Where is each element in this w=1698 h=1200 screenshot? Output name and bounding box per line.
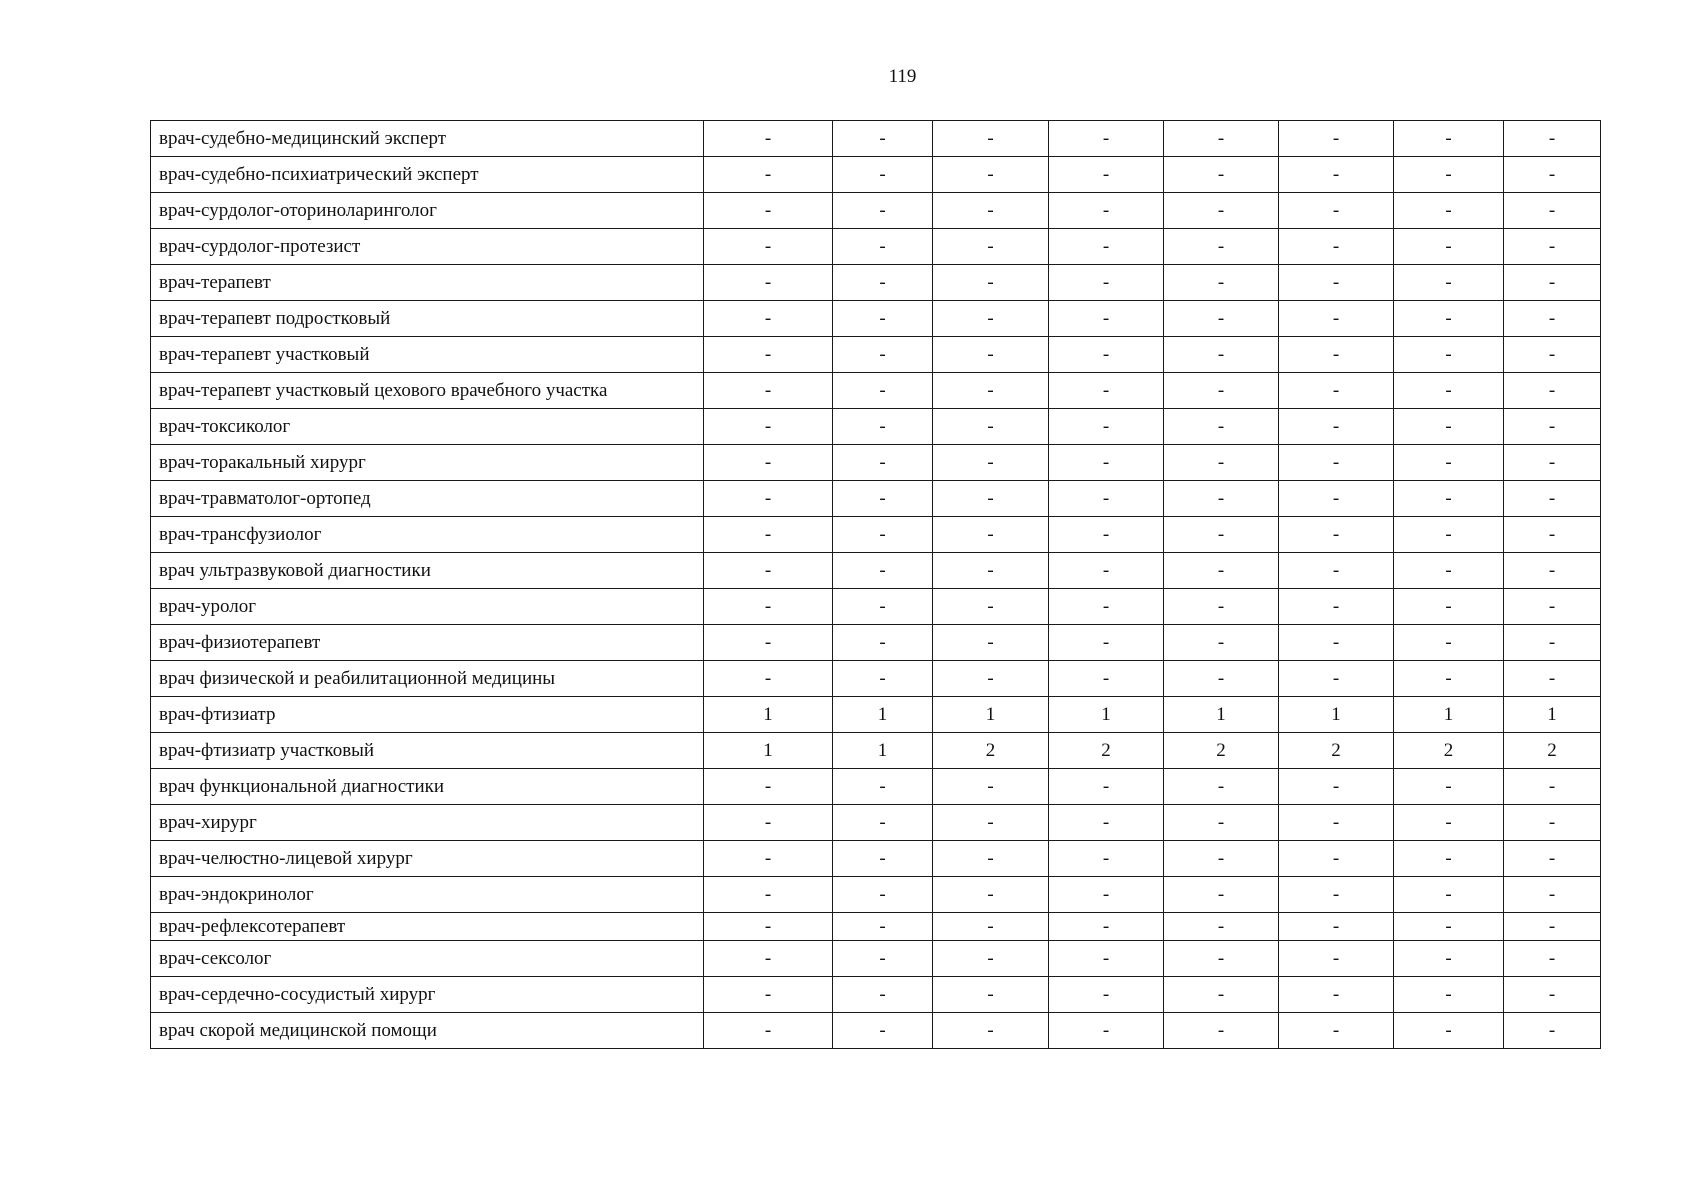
table-row (151, 301, 1601, 337)
value-cell: - (1164, 625, 1279, 661)
value-cell: - (704, 841, 833, 877)
table-row (151, 733, 1601, 769)
value-cell: 2 (1504, 733, 1601, 769)
value-cell: - (704, 913, 833, 941)
value-cell: - (1394, 1013, 1504, 1049)
value-cell: - (1279, 625, 1394, 661)
value-cell: - (1394, 337, 1504, 373)
table-row (151, 445, 1601, 481)
value-cell: - (933, 1013, 1049, 1049)
position-name-cell: врач-судебно-медицинский эксперт (151, 121, 704, 157)
value-cell: - (833, 769, 933, 805)
value-cell: - (1164, 373, 1279, 409)
value-cell: - (1504, 589, 1601, 625)
position-name-cell: врач-фтизиатр участковый (151, 733, 704, 769)
position-name-cell: врач-трансфузиолог (151, 517, 704, 553)
table-row (151, 1013, 1601, 1049)
table-row (151, 337, 1601, 373)
value-cell: - (1394, 373, 1504, 409)
value-cell: - (833, 157, 933, 193)
value-cell: - (704, 445, 833, 481)
value-cell: - (933, 769, 1049, 805)
value-cell: - (1394, 445, 1504, 481)
value-cell: - (1394, 157, 1504, 193)
value-cell: - (833, 625, 933, 661)
value-cell: - (1394, 265, 1504, 301)
position-name-cell: врач-фтизиатр (151, 697, 704, 733)
table-row (151, 841, 1601, 877)
value-cell: - (833, 409, 933, 445)
value-cell: - (1049, 265, 1164, 301)
value-cell: - (833, 445, 933, 481)
value-cell: - (1504, 841, 1601, 877)
value-cell: - (1164, 337, 1279, 373)
value-cell: 1 (1164, 697, 1279, 733)
table-row (151, 373, 1601, 409)
position-name-cell: врач-уролог (151, 589, 704, 625)
value-cell: - (704, 481, 833, 517)
table-row (151, 409, 1601, 445)
value-cell: - (704, 877, 833, 913)
position-name-cell: врач ультразвуковой диагностики (151, 553, 704, 589)
value-cell: - (833, 877, 933, 913)
value-cell: - (1279, 913, 1394, 941)
value-cell: - (833, 805, 933, 841)
value-cell: - (1279, 265, 1394, 301)
value-cell: - (1279, 517, 1394, 553)
value-cell: - (1504, 517, 1601, 553)
value-cell: - (1049, 977, 1164, 1013)
value-cell: - (1049, 1013, 1164, 1049)
value-cell: - (1164, 445, 1279, 481)
position-name-cell: врач-терапевт (151, 265, 704, 301)
value-cell: - (1394, 193, 1504, 229)
table-row (151, 769, 1601, 805)
value-cell: - (1164, 841, 1279, 877)
value-cell: - (1394, 229, 1504, 265)
value-cell: - (1049, 409, 1164, 445)
value-cell: - (1279, 877, 1394, 913)
value-cell: - (1504, 977, 1601, 1013)
table-body (151, 121, 1601, 1049)
value-cell: - (1394, 769, 1504, 805)
position-name-cell: врач-сурдолог-протезист (151, 229, 704, 265)
value-cell: - (933, 625, 1049, 661)
value-cell: - (833, 941, 933, 977)
value-cell: - (1394, 805, 1504, 841)
value-cell: 1 (704, 697, 833, 733)
value-cell: - (1049, 941, 1164, 977)
value-cell: - (1164, 121, 1279, 157)
value-cell: 1 (833, 733, 933, 769)
value-cell: - (833, 193, 933, 229)
value-cell: - (933, 445, 1049, 481)
value-cell: - (1049, 121, 1164, 157)
value-cell: - (1504, 1013, 1601, 1049)
value-cell: - (1504, 157, 1601, 193)
position-name-cell: врач-токсиколог (151, 409, 704, 445)
value-cell: - (1504, 409, 1601, 445)
position-name-cell: врач-сексолог (151, 941, 704, 977)
value-cell: - (833, 589, 933, 625)
value-cell: - (1279, 337, 1394, 373)
value-cell: - (1504, 661, 1601, 697)
value-cell: - (1049, 553, 1164, 589)
value-cell: - (1394, 481, 1504, 517)
position-name-cell: врач-терапевт подростковый (151, 301, 704, 337)
value-cell: - (704, 977, 833, 1013)
value-cell: - (1164, 661, 1279, 697)
value-cell: - (1394, 913, 1504, 941)
table-row (151, 481, 1601, 517)
value-cell: - (1394, 553, 1504, 589)
value-cell: - (1279, 229, 1394, 265)
value-cell: - (704, 229, 833, 265)
value-cell: - (1164, 409, 1279, 445)
value-cell: - (1279, 941, 1394, 977)
value-cell: 1 (1504, 697, 1601, 733)
value-cell: - (704, 157, 833, 193)
value-cell: - (933, 913, 1049, 941)
value-cell: - (933, 661, 1049, 697)
table-row (151, 941, 1601, 977)
value-cell: - (1049, 337, 1164, 373)
value-cell: - (1164, 769, 1279, 805)
position-name-cell: врач-терапевт участковый цехового врачебного участка (151, 373, 704, 409)
table-row (151, 697, 1601, 733)
value-cell: - (1049, 481, 1164, 517)
value-cell: - (1394, 661, 1504, 697)
table-row (151, 977, 1601, 1013)
value-cell: - (1049, 229, 1164, 265)
position-name-cell: врач-торакальный хирург (151, 445, 704, 481)
value-cell: - (933, 301, 1049, 337)
value-cell: - (1164, 913, 1279, 941)
value-cell: - (933, 193, 1049, 229)
value-cell: - (933, 157, 1049, 193)
value-cell: - (1504, 193, 1601, 229)
value-cell: - (1504, 337, 1601, 373)
value-cell: - (1504, 877, 1601, 913)
value-cell: - (1279, 301, 1394, 337)
position-name-cell: врач-эндокринолог (151, 877, 704, 913)
value-cell: - (933, 977, 1049, 1013)
value-cell: - (704, 553, 833, 589)
value-cell: - (1279, 769, 1394, 805)
value-cell: - (833, 913, 933, 941)
page-number: 119 (888, 66, 917, 87)
position-name-cell: врач-судебно-психиатрический эксперт (151, 157, 704, 193)
value-cell: - (1279, 589, 1394, 625)
value-cell: - (1049, 841, 1164, 877)
value-cell: - (1279, 409, 1394, 445)
position-name-cell: врач-рефлексотерапевт (151, 913, 704, 941)
value-cell: - (1164, 481, 1279, 517)
value-cell: - (1164, 517, 1279, 553)
value-cell: - (933, 589, 1049, 625)
value-cell: - (1279, 553, 1394, 589)
position-name-cell: врач-физиотерапевт (151, 625, 704, 661)
value-cell: 1 (933, 697, 1049, 733)
value-cell: 2 (1394, 733, 1504, 769)
value-cell: - (1504, 625, 1601, 661)
position-name-cell: врач-травматолог-ортопед (151, 481, 704, 517)
value-cell: - (933, 337, 1049, 373)
value-cell: - (1504, 445, 1601, 481)
value-cell: - (1394, 409, 1504, 445)
value-cell: - (933, 553, 1049, 589)
value-cell: - (1504, 373, 1601, 409)
table-row (151, 625, 1601, 661)
value-cell: - (833, 265, 933, 301)
value-cell: - (933, 229, 1049, 265)
value-cell: - (1164, 229, 1279, 265)
value-cell: 2 (933, 733, 1049, 769)
value-cell: - (933, 805, 1049, 841)
value-cell: - (704, 1013, 833, 1049)
value-cell: - (1279, 373, 1394, 409)
value-cell: - (933, 877, 1049, 913)
value-cell: - (1394, 517, 1504, 553)
value-cell: - (1164, 977, 1279, 1013)
value-cell: - (833, 841, 933, 877)
value-cell: - (704, 121, 833, 157)
value-cell: - (704, 625, 833, 661)
value-cell: - (1279, 1013, 1394, 1049)
table-row (151, 589, 1601, 625)
value-cell: - (1049, 805, 1164, 841)
table-row (151, 157, 1601, 193)
value-cell: - (704, 193, 833, 229)
value-cell: - (1279, 193, 1394, 229)
table-row (151, 265, 1601, 301)
table-row (151, 805, 1601, 841)
value-cell: - (1279, 157, 1394, 193)
value-cell: - (1504, 265, 1601, 301)
value-cell: - (1394, 121, 1504, 157)
position-name-cell: врач-хирург (151, 805, 704, 841)
value-cell: - (1164, 1013, 1279, 1049)
value-cell: - (1279, 661, 1394, 697)
value-cell: - (1049, 373, 1164, 409)
value-cell: - (1504, 121, 1601, 157)
value-cell: - (704, 805, 833, 841)
value-cell: - (933, 517, 1049, 553)
table-row (151, 229, 1601, 265)
value-cell: - (1049, 625, 1164, 661)
value-cell: - (1394, 877, 1504, 913)
value-cell: - (1394, 841, 1504, 877)
value-cell: - (1049, 589, 1164, 625)
value-cell: - (1279, 841, 1394, 877)
value-cell: - (1049, 193, 1164, 229)
value-cell: - (1394, 941, 1504, 977)
value-cell: - (1279, 805, 1394, 841)
staffing-table (150, 120, 1601, 1049)
value-cell: - (1394, 589, 1504, 625)
value-cell: - (704, 301, 833, 337)
value-cell: 1 (1279, 697, 1394, 733)
value-cell: - (1164, 589, 1279, 625)
value-cell: - (1279, 121, 1394, 157)
value-cell: - (1049, 445, 1164, 481)
value-cell: - (1504, 769, 1601, 805)
value-cell: - (704, 373, 833, 409)
value-cell: - (1164, 157, 1279, 193)
value-cell: - (1049, 769, 1164, 805)
value-cell: 1 (833, 697, 933, 733)
value-cell: 1 (1049, 697, 1164, 733)
position-name-cell: врач функциональной диагностики (151, 769, 704, 805)
value-cell: - (933, 121, 1049, 157)
value-cell: - (1279, 977, 1394, 1013)
value-cell: - (1504, 913, 1601, 941)
value-cell: - (1164, 877, 1279, 913)
value-cell: - (833, 977, 933, 1013)
value-cell: - (1049, 661, 1164, 697)
value-cell: - (833, 661, 933, 697)
position-name-cell: врач-сурдолог-оториноларинголог (151, 193, 704, 229)
value-cell: - (833, 121, 933, 157)
value-cell: - (833, 229, 933, 265)
value-cell: - (833, 553, 933, 589)
position-name-cell: врач-терапевт участковый (151, 337, 704, 373)
value-cell: - (1394, 977, 1504, 1013)
value-cell: - (833, 301, 933, 337)
value-cell: 2 (1049, 733, 1164, 769)
table-row (151, 661, 1601, 697)
value-cell: - (1504, 805, 1601, 841)
value-cell: - (1279, 445, 1394, 481)
value-cell: - (833, 517, 933, 553)
position-name-cell: врач скорой медицинской помощи (151, 1013, 704, 1049)
value-cell: - (1049, 913, 1164, 941)
value-cell: - (833, 373, 933, 409)
value-cell: - (933, 265, 1049, 301)
value-cell: - (933, 409, 1049, 445)
position-name-cell: врач физической и реабилитационной медицины (151, 661, 704, 697)
value-cell: 2 (1279, 733, 1394, 769)
value-cell: - (704, 941, 833, 977)
value-cell: - (1164, 805, 1279, 841)
value-cell: 1 (1394, 697, 1504, 733)
position-name-cell: врач-челюстно-лицевой хирург (151, 841, 704, 877)
value-cell: - (833, 337, 933, 373)
value-cell: - (1504, 941, 1601, 977)
value-cell: - (704, 661, 833, 697)
table-row (151, 193, 1601, 229)
value-cell: - (1394, 625, 1504, 661)
value-cell: - (1049, 517, 1164, 553)
table-row (151, 877, 1601, 913)
value-cell: - (833, 481, 933, 517)
value-cell: - (1164, 265, 1279, 301)
value-cell: 1 (704, 733, 833, 769)
value-cell: - (704, 337, 833, 373)
value-cell: - (833, 1013, 933, 1049)
value-cell: - (1164, 553, 1279, 589)
value-cell: - (1279, 481, 1394, 517)
value-cell: - (1049, 157, 1164, 193)
table-row (151, 517, 1601, 553)
value-cell: - (1504, 481, 1601, 517)
value-cell: - (704, 769, 833, 805)
value-cell: 2 (1164, 733, 1279, 769)
value-cell: - (1049, 301, 1164, 337)
value-cell: - (1164, 193, 1279, 229)
value-cell: - (1504, 301, 1601, 337)
value-cell: - (704, 409, 833, 445)
value-cell: - (1049, 877, 1164, 913)
position-name-cell: врач-сердечно-сосудистый хирург (151, 977, 704, 1013)
value-cell: - (933, 841, 1049, 877)
value-cell: - (933, 373, 1049, 409)
value-cell: - (704, 517, 833, 553)
table-row (151, 913, 1601, 941)
value-cell: - (1164, 941, 1279, 977)
value-cell: - (1504, 553, 1601, 589)
value-cell: - (704, 589, 833, 625)
table-row (151, 553, 1601, 589)
value-cell: - (1394, 301, 1504, 337)
value-cell: - (933, 481, 1049, 517)
value-cell: - (933, 941, 1049, 977)
value-cell: - (1504, 229, 1601, 265)
table-row (151, 121, 1601, 157)
value-cell: - (704, 265, 833, 301)
value-cell: - (1164, 301, 1279, 337)
